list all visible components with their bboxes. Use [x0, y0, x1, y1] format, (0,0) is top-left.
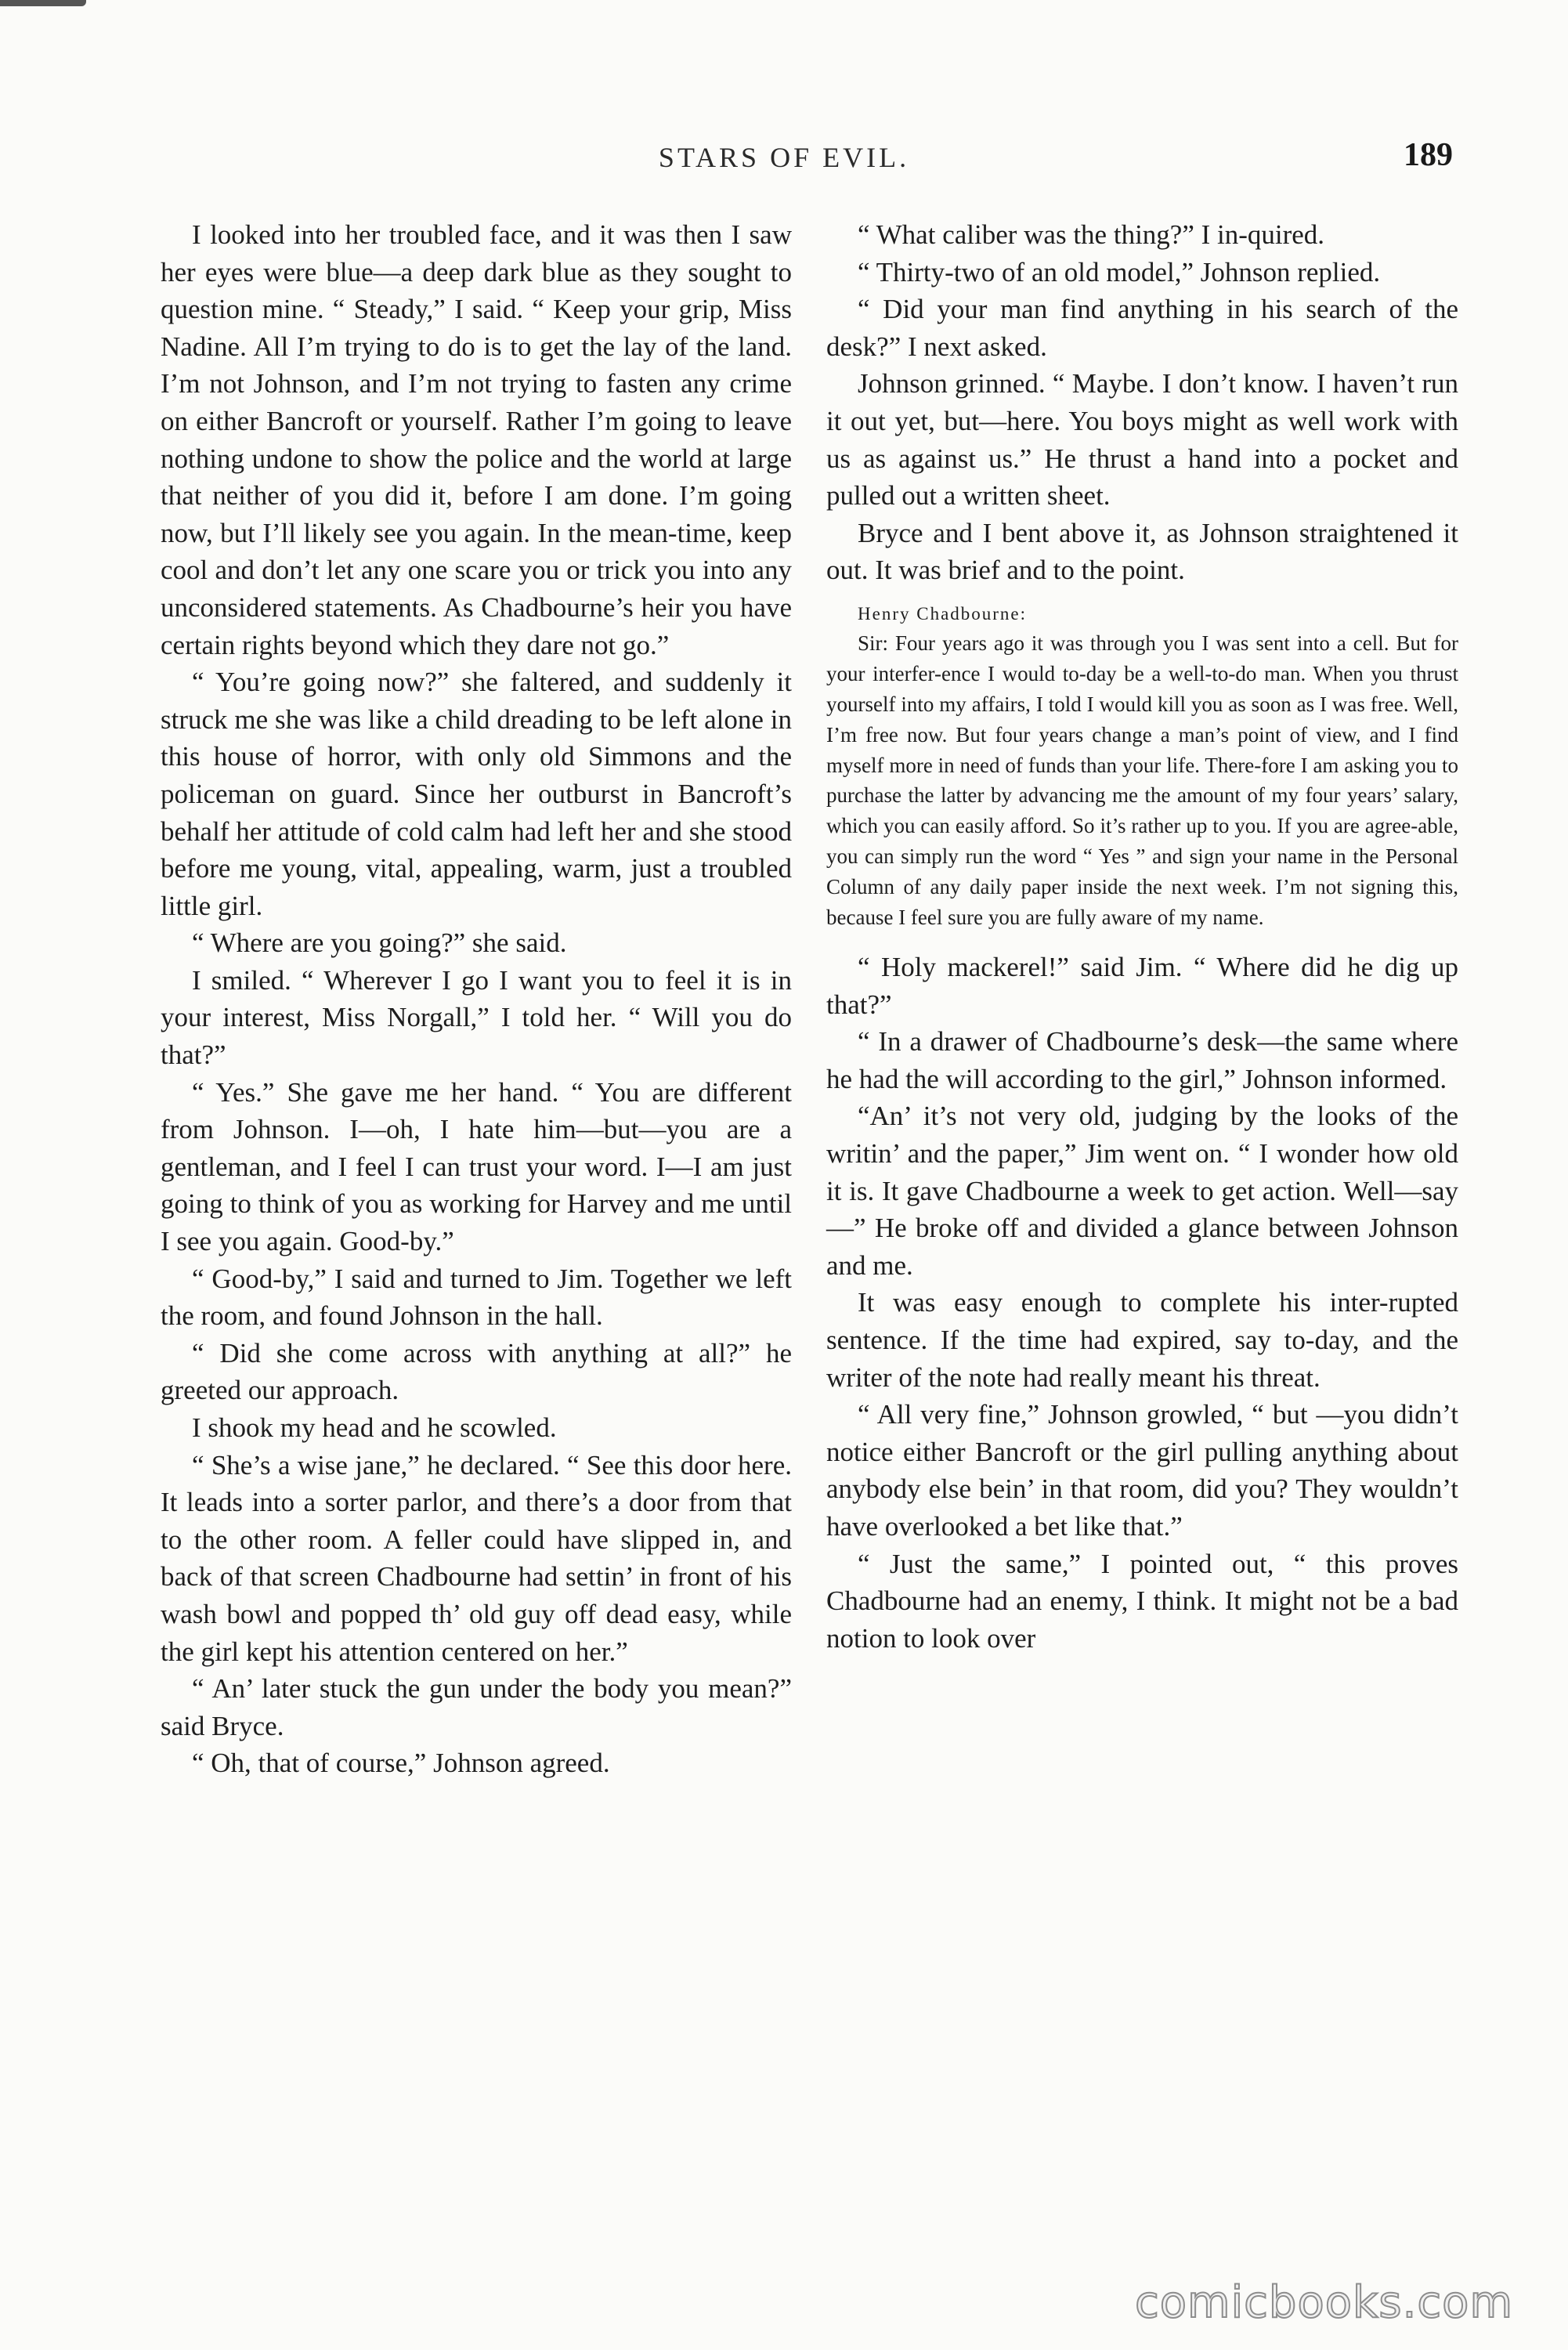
- watermark-logo: comicbooks.com: [1134, 2277, 1513, 2328]
- paragraph: “ All very fine,” Johnson growled, “ but —you didn’t notice either Bancroft or the girl pulling anything about anybody else bein’ in that room, did you? They wouldn’t have overlooked a bet like that.”: [826, 1399, 1458, 1542]
- paragraph: It was easy enough to complete his inter-rupted sentence. If the time had expired, say to-day, and the writer of the note had really meant his threat.: [826, 1287, 1458, 1393]
- paragraph: I looked into her troubled face, and it was then I saw her eyes were blue—a deep dark blue as they sought to question mine. “ Steady,” I said. “ Keep your grip, Miss Nadine. All I’m trying to do is to get the lay of the land. I’m not Johnson, and I’m not trying to fasten any crime on either Bancroft or yourself. Rather I’m going to leave nothing undone to show the police and the world at large that neither of you did it, before I am done. I’m going now, but I’ll likely see you again. In the mean-time, keep cool and don’t let any one scare you or trick you into any unconsidered statements. As Chadbourne’s heir you have certain rights beyond which they dare not go.”: [161, 219, 792, 660]
- running-header: STARS OF EVIL.: [658, 142, 910, 173]
- paragraph: “ She’s a wise jane,” he declared. “ See this door here. It leads into a sorter parlor, and there’s a door from that to the other room. A feller could have slipped in, and back of that screen Chadbourne had settin’ in front of his wash bowl and popped th’ old guy off dead easy, while the girl kept his attention centered on her.”: [161, 1449, 792, 1667]
- paragraph: “ In a drawer of Chadbourne’s desk—the same where he had the will according to the girl,” Johnson informed.: [826, 1026, 1458, 1094]
- paragraph: Johnson grinned. “ Maybe. I don’t know. I haven’t run it out yet, but—here. You boys might as well work with us as against us.” He thrust a hand into a pocket and pulled out a written sheet.: [826, 368, 1458, 512]
- paragraph: “ Did your man find anything in his search of the desk?” I next asked.: [826, 294, 1458, 362]
- paragraph: “ What caliber was the thing?” I in-quired.: [858, 219, 1325, 250]
- page-number: 189: [1404, 137, 1453, 173]
- paragraph: I shook my head and he scowled.: [192, 1412, 557, 1443]
- paragraph: “ An’ later stuck the gun under the body you mean?” said Bryce.: [161, 1673, 792, 1741]
- left-column: [161, 216, 792, 1782]
- letter-body: Sir: Four years ago it was through you I was sent into a cell. But for your interfer-ence I would to-day be a well-to-do man. When you thrust yourself into my affairs, I told I would kill you as soon as I was free. Well, I’m free now. But four years change a man’s point of view, and I find myself more in need of funds than your life. There-fore I am asking you to purchase the latter by advancing me the amount of my four years’ salary, which you can easily afford. So it’s rather up to you. If you are agree-able, you can simply run the word “ Yes ” and sign your name in the Personal Column of any daily paper inside the next week. I’m not signing this, because I feel sure you are fully aware of my name.: [826, 631, 1458, 930]
- paragraph: “ Just the same,” I pointed out, “ this proves Chadbourne had an enemy, I think. It might not be a bad notion to look over: [826, 1548, 1458, 1654]
- paragraph: “ Where are you going?” she said.: [192, 927, 567, 959]
- paragraph: “ Holy mackerel!” said Jim. “ Where did he dig up that?”: [826, 952, 1458, 1020]
- paragraph: “ Oh, that of course,” Johnson agreed.: [192, 1748, 610, 1779]
- paragraph: “ Thirty-two of an old model,” Johnson replied.: [858, 256, 1381, 287]
- right-column: [826, 216, 1458, 1657]
- scan-edge-mark: [0, 0, 86, 6]
- letter-salutation: Henry Chadbourne:: [858, 603, 1028, 624]
- paragraph: I smiled. “ Wherever I go I want you to feel it is in your interest, Miss Norgall,” I told her. “ Will you do that?”: [161, 964, 792, 1071]
- paragraph: “ Good-by,” I said and turned to Jim. Together we left the room, and found Johnson in the hall.: [161, 1263, 792, 1332]
- paragraph: “ You’re going now?” she faltered, and suddenly it struck me she was like a child dreading to be left alone in this house of horror, with only old Simmons and the policeman on guard. Since her outburst in Bancroft’s behalf her attitude of cold calm had left her and she stood before me young, vital, appealing, warm, just a troubled little girl.: [161, 667, 792, 921]
- paragraph: “An’ it’s not very old, judging by the looks of the writin’ and the paper,” Jim went on. “ I wonder how old it is. It gave Chadbourne a week to get action. Well—say—” He broke off and divided a glance between Johnson and me.: [826, 1101, 1458, 1281]
- letter-excerpt: [826, 600, 1458, 933]
- paragraph: “ Did she come across with anything at all?” he greeted our approach.: [161, 1337, 792, 1406]
- paragraph: “ Yes.” She gave me her hand. “ You are different from Johnson. I—oh, I hate him—but—you are a gentleman, and I feel I can trust your word. I—I am just going to think of you as working for Harvey and me until I see you again. Good-by.”: [161, 1076, 792, 1257]
- paragraph: Bryce and I bent above it, as Johnson straightened it out. It was brief and to the point.: [826, 517, 1458, 586]
